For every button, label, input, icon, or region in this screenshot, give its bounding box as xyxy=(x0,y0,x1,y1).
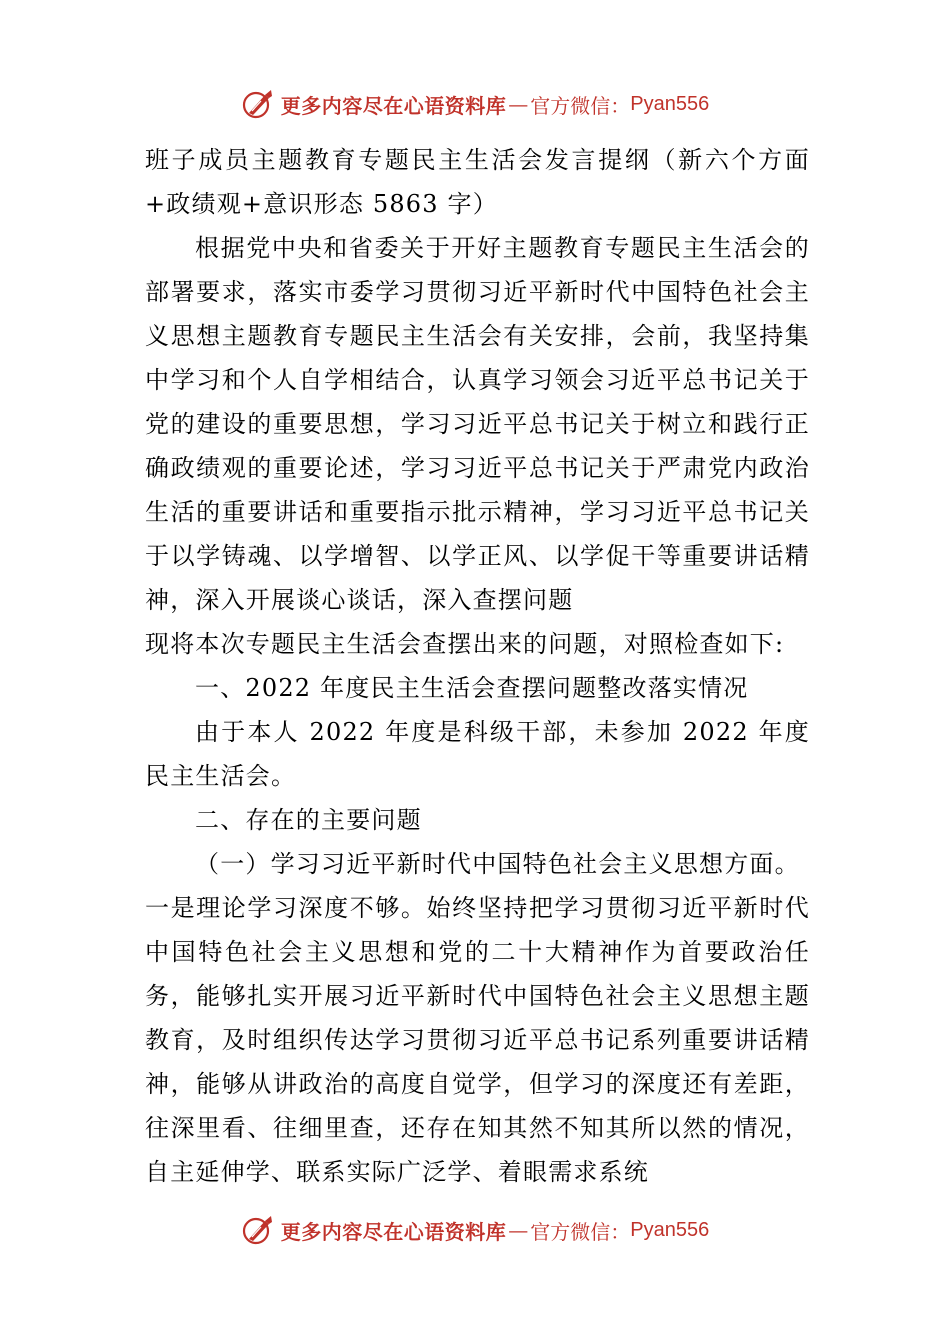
pen-nib-circle-icon xyxy=(241,87,275,121)
header-watermark xyxy=(0,84,950,124)
subsection-heading-1: （一）学习习近平新时代中国特色社会主义思想方面。 xyxy=(195,850,800,878)
section-heading-2: 二、存在的主要问题 xyxy=(195,806,422,834)
watermark-brand: 更多内容尽在心语资料库 xyxy=(280,93,507,118)
section-heading-1: 一、2022 年度民主生活会查摆问题整改落实情况 xyxy=(195,674,749,702)
paragraph-transition: 现将本次专题民主生活会查摆出来的问题，对照检查如下: xyxy=(145,630,785,658)
paragraph-section-1: 由于本人 2022 年度是科级干部，未参加 2022 年度民主生活会。 xyxy=(145,718,810,790)
watermark-label: 官方微信： xyxy=(530,93,631,118)
document-body xyxy=(145,138,810,1194)
watermark-dash: — xyxy=(508,1218,529,1242)
watermark-wechat-id: Pyan556 xyxy=(630,92,710,115)
pen-nib-circle-icon xyxy=(241,1213,275,1247)
watermark-wechat-id: Pyan556 xyxy=(630,1218,710,1241)
paragraph-intro: 根据党中央和省委关于开好主题教育专题民主生活会的部署要求，落实市委学习贯彻习近平新时代中国特色社会主义思想主题教育专题民主生活会有关安排，会前，我坚持集中学习和个人自学相结合，认真学习领会习近平总书记关于党的建设的重要思想，学习习近平总书记关于树立和践行正确政绩观的重要论述，学习习近平总书记关于严肃党内政治生活的重要讲话和重要指示批示精神，学习习近平总书记关于以学铸魂、以学增智、以学正风、以学促干等重要讲话精神，深入开展谈心谈话，深入查摆问题 xyxy=(145,234,810,614)
watermark-dash: — xyxy=(508,92,529,116)
watermark-label: 官方微信： xyxy=(530,1219,631,1244)
footer-watermark xyxy=(0,1210,950,1250)
watermark-brand: 更多内容尽在心语资料库 xyxy=(280,1219,507,1244)
paragraph-point-1: 一是理论学习深度不够。始终坚持把学习贯彻习近平新时代中国特色社会主义思想和党的二十大精神作为首要政治任务，能够扎实开展习近平新时代中国特色社会主义思想主题教育，及时组织传达学习贯彻习近平总书记系列重要讲话精神，能够从讲政治的高度自觉学，但学习的深度还有差距，往深里看、往细里查，还存在知其然不知其所以然的情况，自主延伸学、联系实际广泛学、着眼需求系统 xyxy=(145,894,810,1186)
document-title: 班子成员主题教育专题民主生活会发言提纲（新六个方面+政绩观+意识形态 5863 字） xyxy=(145,146,810,218)
